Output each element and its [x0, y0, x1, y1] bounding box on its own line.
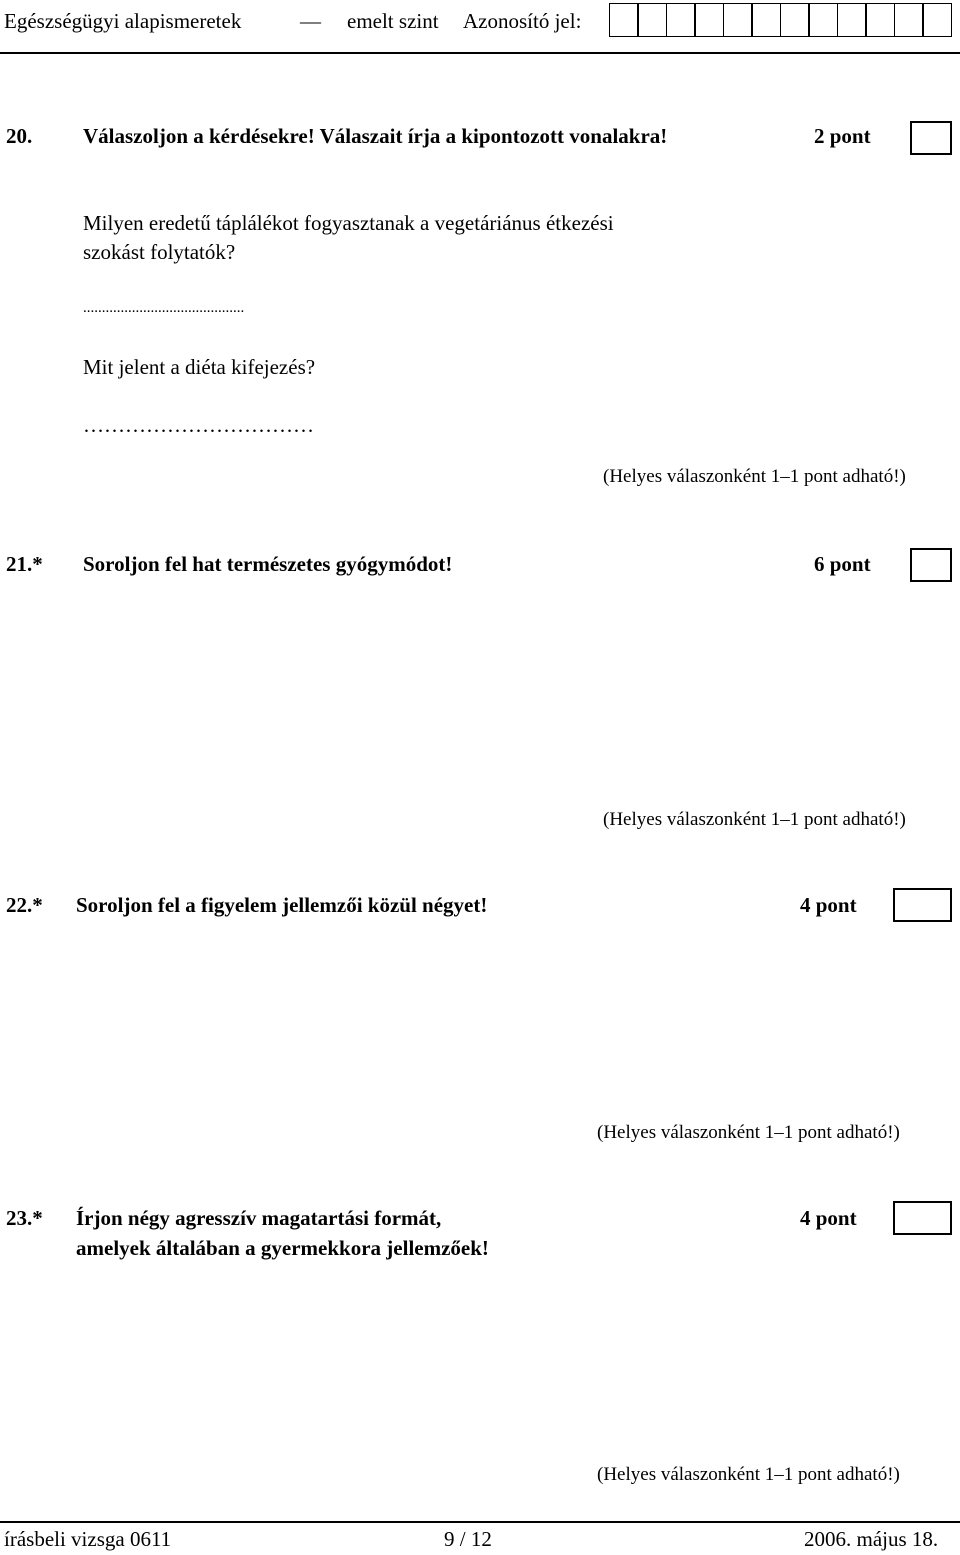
q22-number: 22.* — [6, 893, 43, 917]
q22-note: (Helyes válaszonként 1–1 pont adható!) — [597, 1122, 900, 1143]
q21-points: 6 pont — [814, 552, 871, 576]
q20-sub2-answer-line[interactable]: …………………………… — [83, 413, 314, 437]
header-subject: Egészségügyi alapismeretek — [4, 9, 242, 33]
footer-divider — [0, 1521, 960, 1523]
q23-points: 4 pont — [800, 1206, 857, 1230]
q20-score-box[interactable] — [910, 121, 952, 155]
q23-instruction-line1: Írjon négy agresszív magatartási formát, — [76, 1206, 442, 1230]
q22-points: 4 pont — [800, 893, 857, 917]
q20-note: (Helyes válaszonként 1–1 pont adható!) — [603, 466, 906, 487]
footer-exam: írásbeli vizsga 0611 — [4, 1527, 172, 1551]
id-box[interactable] — [808, 3, 838, 37]
header-divider — [0, 52, 960, 54]
q20-sub1-answer-line[interactable]: ........................................... — [83, 300, 245, 316]
id-box[interactable] — [723, 3, 753, 37]
id-box[interactable] — [894, 3, 924, 37]
q20-instruction: Válaszoljon a kérdésekre! Válaszait írja a kipontozott vonalakra! — [83, 124, 668, 148]
q23-note: (Helyes válaszonként 1–1 pont adható!) — [597, 1464, 900, 1485]
q21-note: (Helyes válaszonként 1–1 pont adható!) — [603, 809, 906, 830]
q20-sub1-line2: szokást folytatók? — [83, 240, 236, 264]
id-box[interactable] — [666, 3, 696, 37]
id-box[interactable] — [865, 3, 895, 37]
id-box[interactable] — [780, 3, 810, 37]
header-level: emelt szint — [347, 9, 439, 33]
id-box[interactable] — [922, 3, 952, 37]
id-box[interactable] — [609, 3, 639, 37]
id-box[interactable] — [694, 3, 724, 37]
q21-instruction: Soroljon fel hat természetes gyógymódot! — [83, 552, 453, 576]
q23-score-box[interactable] — [893, 1201, 952, 1235]
id-box[interactable] — [837, 3, 867, 37]
q20-sub2: Mit jelent a diéta kifejezés? — [83, 355, 316, 379]
header-id-label: Azonosító jel: — [463, 9, 582, 33]
q21-score-box[interactable] — [910, 548, 952, 582]
q23-instruction-line2: amelyek általában a gyermekkora jellemzőek! — [76, 1236, 489, 1260]
q20-sub1-line1: Milyen eredetű táplálékot fogyasztanak a vegetáriánus étkezési — [83, 211, 614, 235]
q20-points: 2 pont — [814, 124, 871, 148]
footer-page: 9 / 12 — [444, 1527, 492, 1551]
q22-instruction: Soroljon fel a figyelem jellemzői közül négyet! — [76, 893, 488, 917]
footer-date: 2006. május 18. — [804, 1527, 939, 1551]
q22-score-box[interactable] — [893, 888, 952, 922]
q20-number: 20. — [6, 124, 33, 148]
id-box[interactable] — [751, 3, 781, 37]
id-boxes — [610, 3, 952, 37]
header-dash: — — [300, 9, 321, 33]
q21-number: 21.* — [6, 552, 43, 576]
id-box[interactable] — [637, 3, 667, 37]
q23-number: 23.* — [6, 1206, 43, 1230]
